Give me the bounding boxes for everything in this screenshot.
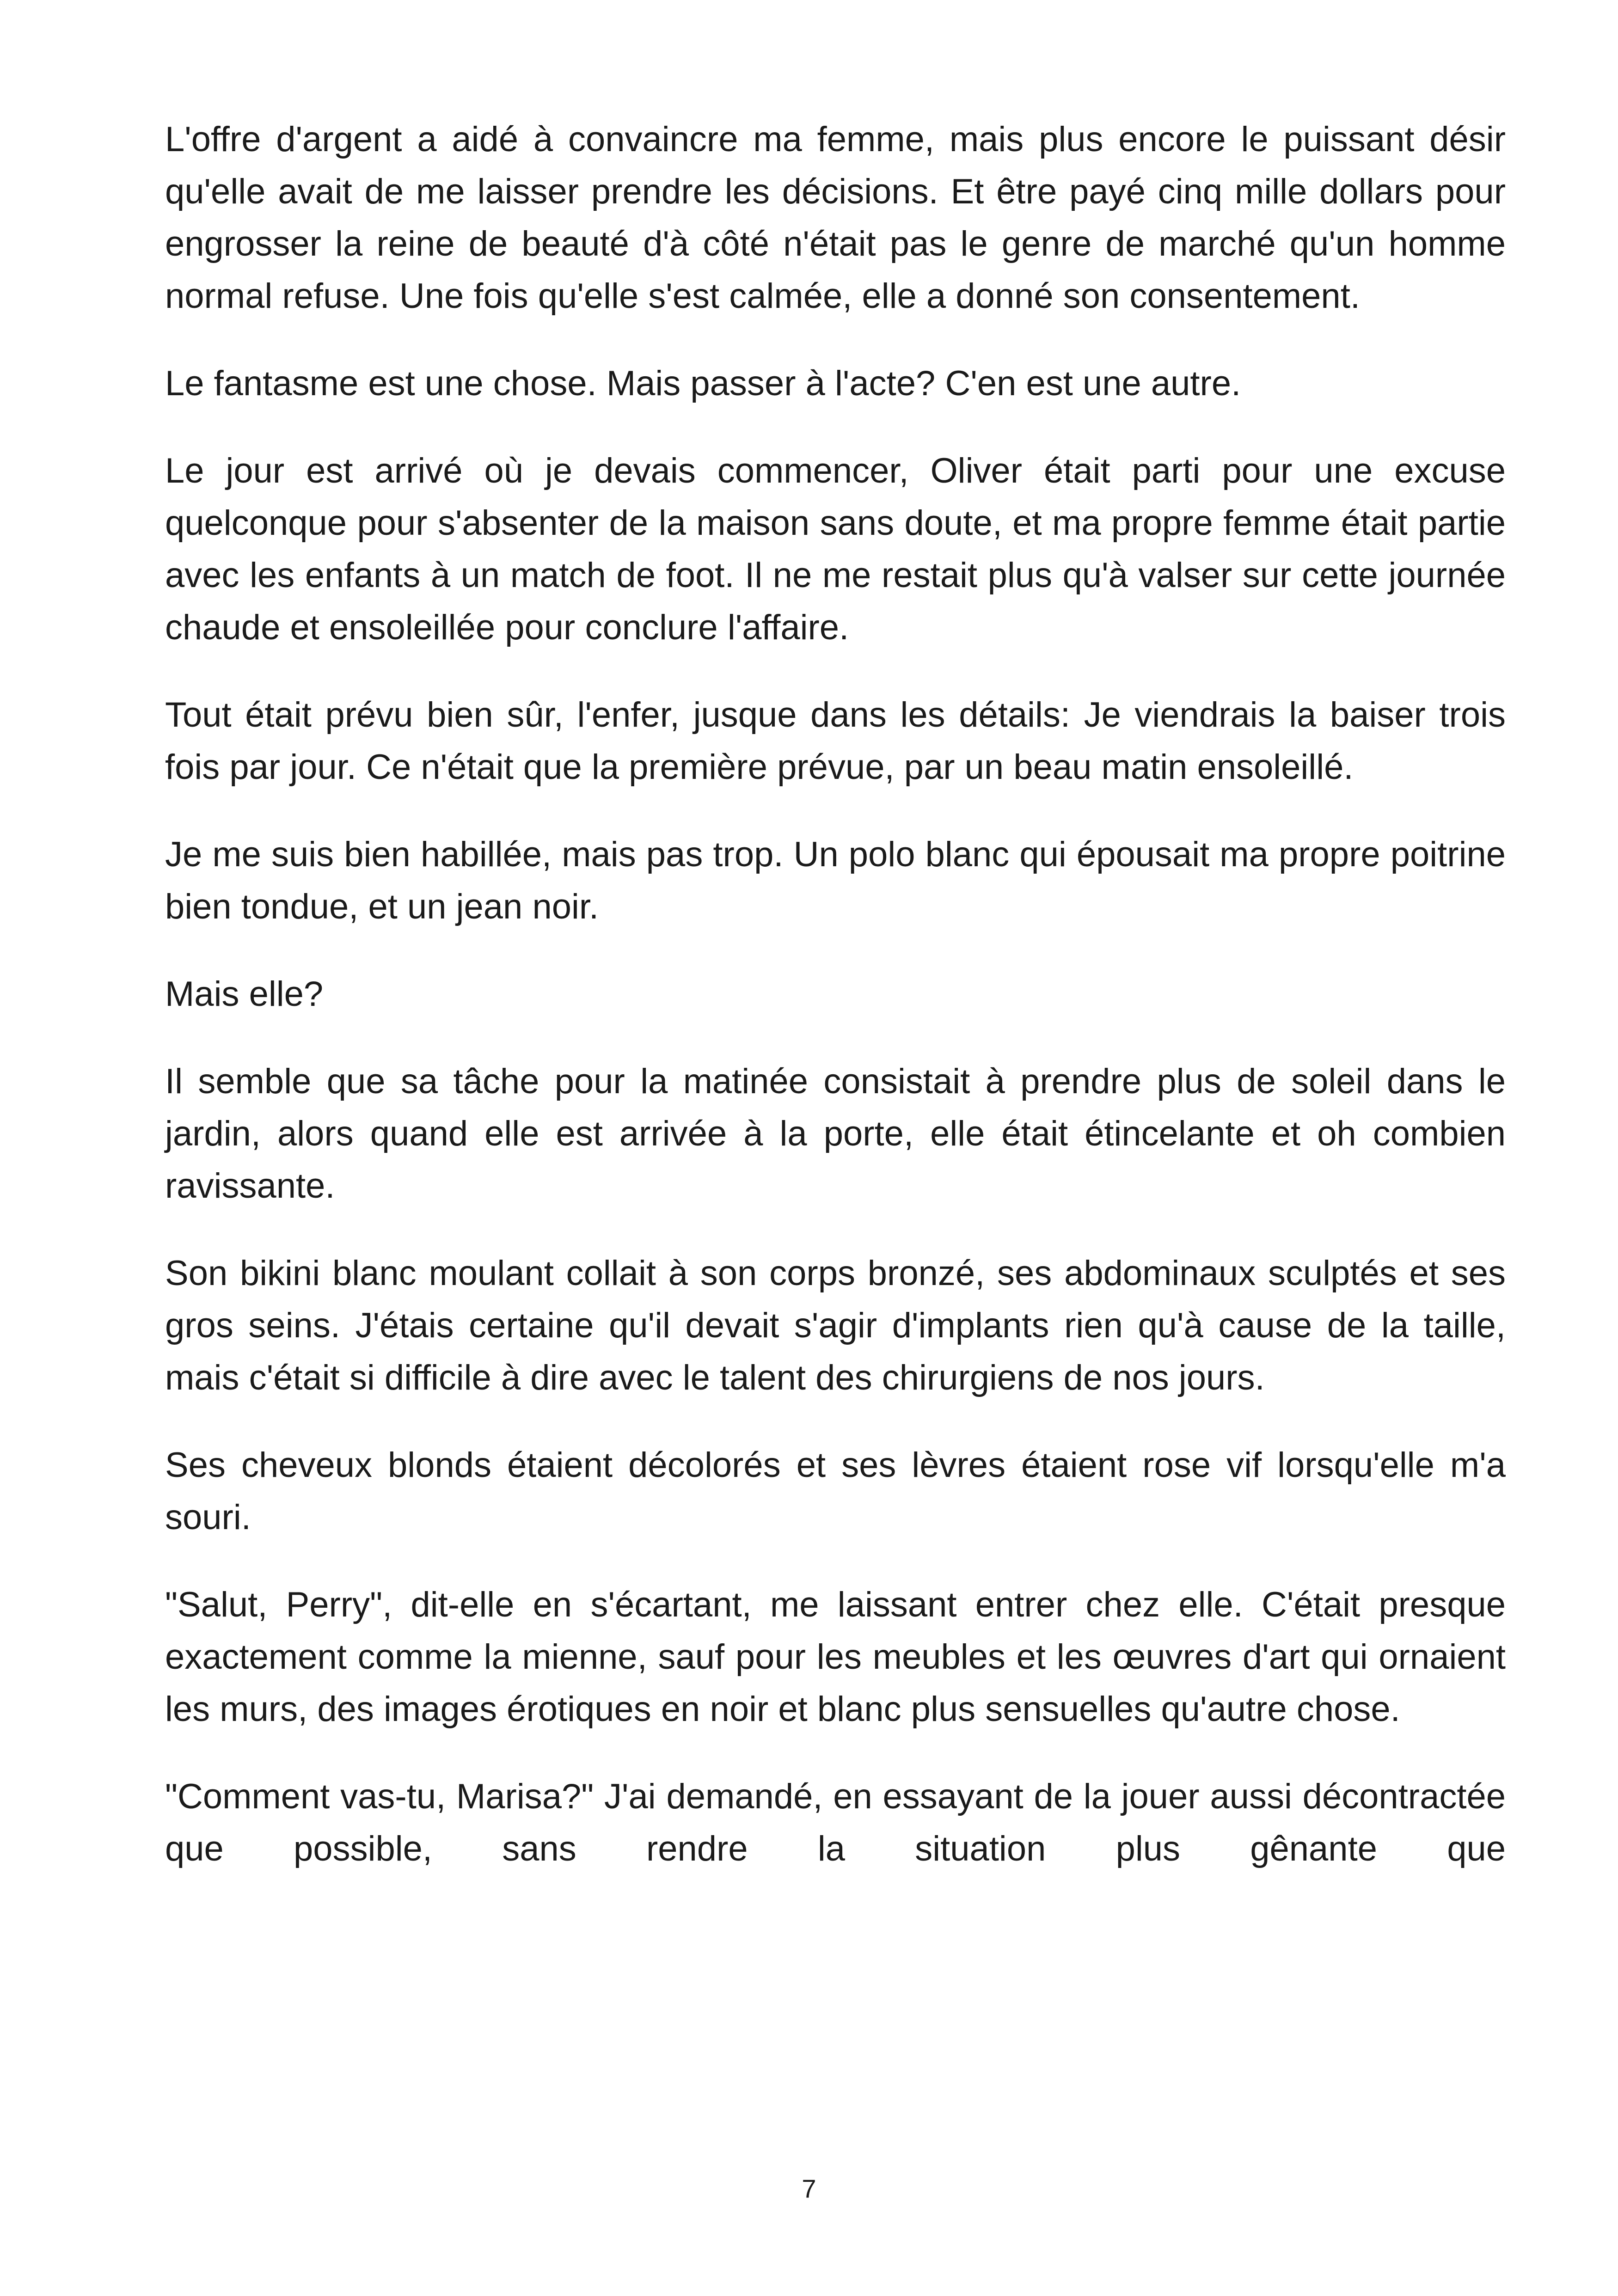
paragraph: Ses cheveux blonds étaient décolorés et ses lèvres étaient rose vif lorsqu'elle m'a souri.	[165, 1445, 1506, 1537]
paragraph: Je me suis bien habillée, mais pas trop. Un polo blanc qui épousait ma propre poitrine bien tondue, et un jean noir.	[165, 835, 1506, 926]
paragraph: "Salut, Perry", dit-elle en s'écartant, me laissant entrer chez elle. C'était presque exactement comme la mienne, sauf pour les meubles et les œuvres d'art qui ornaient les murs, des images érotiques en noir et blanc plus sensuelles qu'autre chose.	[165, 1585, 1506, 1729]
page-number: 7	[802, 2174, 816, 2203]
paragraph: "Comment vas-tu, Marisa?" J'ai demandé, en essayant de la jouer aussi décontractée que possible, sans rendre la situation plus gênante que	[165, 1777, 1506, 1868]
paragraph: Mais elle?	[165, 974, 324, 1014]
body-text	[165, 113, 1506, 1875]
paragraph: Il semble que sa tâche pour la matinée consistait à prendre plus de soleil dans le jardin, alors quand elle est arrivée à la porte, elle était étincelante et oh combien ravissante.	[165, 1062, 1506, 1206]
paragraph: Le fantasme est une chose. Mais passer à l'acte? C'en est une autre.	[165, 364, 1241, 403]
paragraph: Tout était prévu bien sûr, l'enfer, jusque dans les détails: Je viendrais la baiser trois fois par jour. Ce n'était que la première prévue, par un beau matin ensoleillé.	[165, 695, 1506, 787]
paragraph: Le jour est arrivé où je devais commencer, Oliver était parti pour une excuse quelconque pour s'absenter de la maison sans doute, et ma propre femme était partie avec les enfants à un match de foot. Il ne me restait plus qu'à valser sur cette journée chaude et ensoleillée pour conclure l'affaire.	[165, 451, 1506, 647]
paragraph: L'offre d'argent a aidé à convaincre ma femme, mais plus encore le puissant désir qu'elle avait de me laisser prendre les décisions. Et être payé cinq mille dollars pour engrosser la reine de beauté d'à côté n'était pas le genre de marché qu'un homme normal refuse. Une fois qu'elle s'est calmée, elle a donné son consentement.	[165, 120, 1506, 316]
paragraph: Son bikini blanc moulant collait à son corps bronzé, ses abdominaux sculptés et ses gros seins. J'étais certaine qu'il devait s'agir d'implants rien qu'à cause de la taille, mais c'était si difficile à dire avec le talent des chirurgiens de nos jours.	[165, 1254, 1506, 1397]
